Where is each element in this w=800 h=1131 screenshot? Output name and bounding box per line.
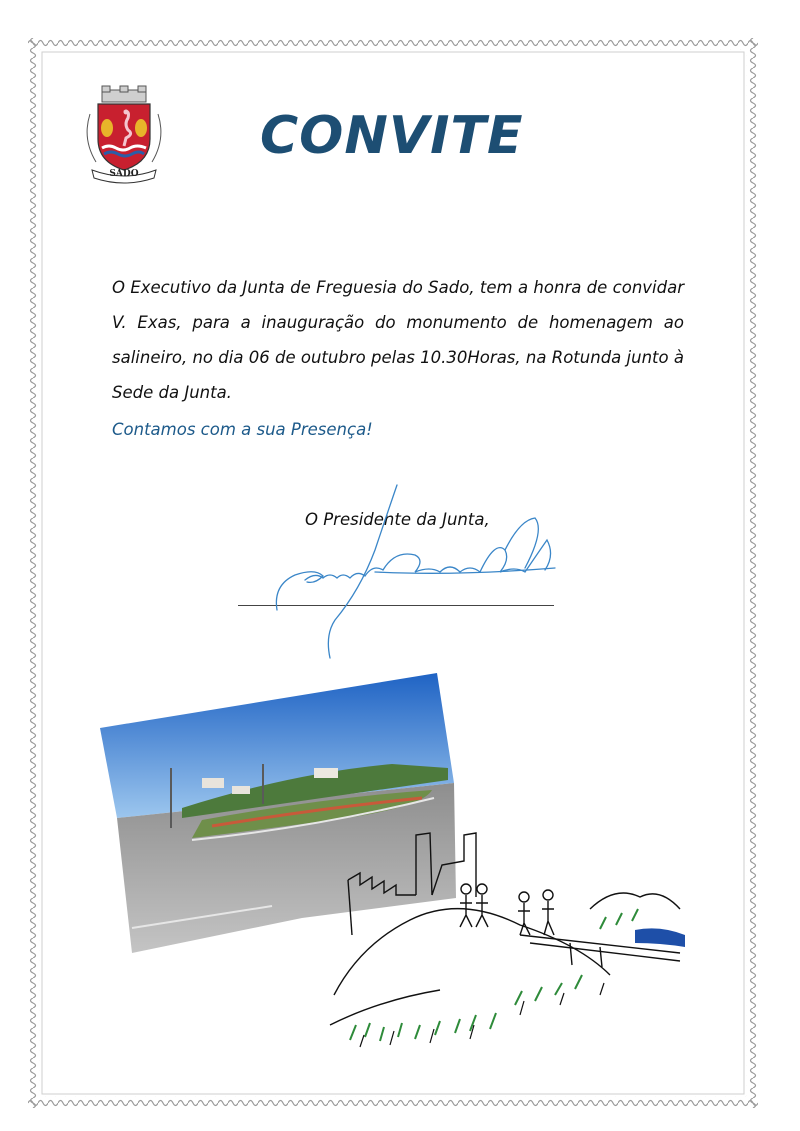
signature-icon [255, 480, 565, 665]
crest-caption: SADO [109, 169, 139, 179]
monument-sketch [320, 825, 690, 1055]
invitation-body: O Executivo da Junta de Freguesia do Sado, tem a honra de convidar V. Exas, para a inauguração do monumento de homenagem ao salineiro, no dia 06 de outubro pelas 10.30Horas, na Rotunda junto à Sede da Junta. [112, 278, 684, 402]
document-title: CONVITE [260, 106, 524, 166]
signer-title: O Presidente da Junta, [305, 510, 490, 529]
closing-line: Contamos com a sua Presença! [112, 420, 373, 439]
